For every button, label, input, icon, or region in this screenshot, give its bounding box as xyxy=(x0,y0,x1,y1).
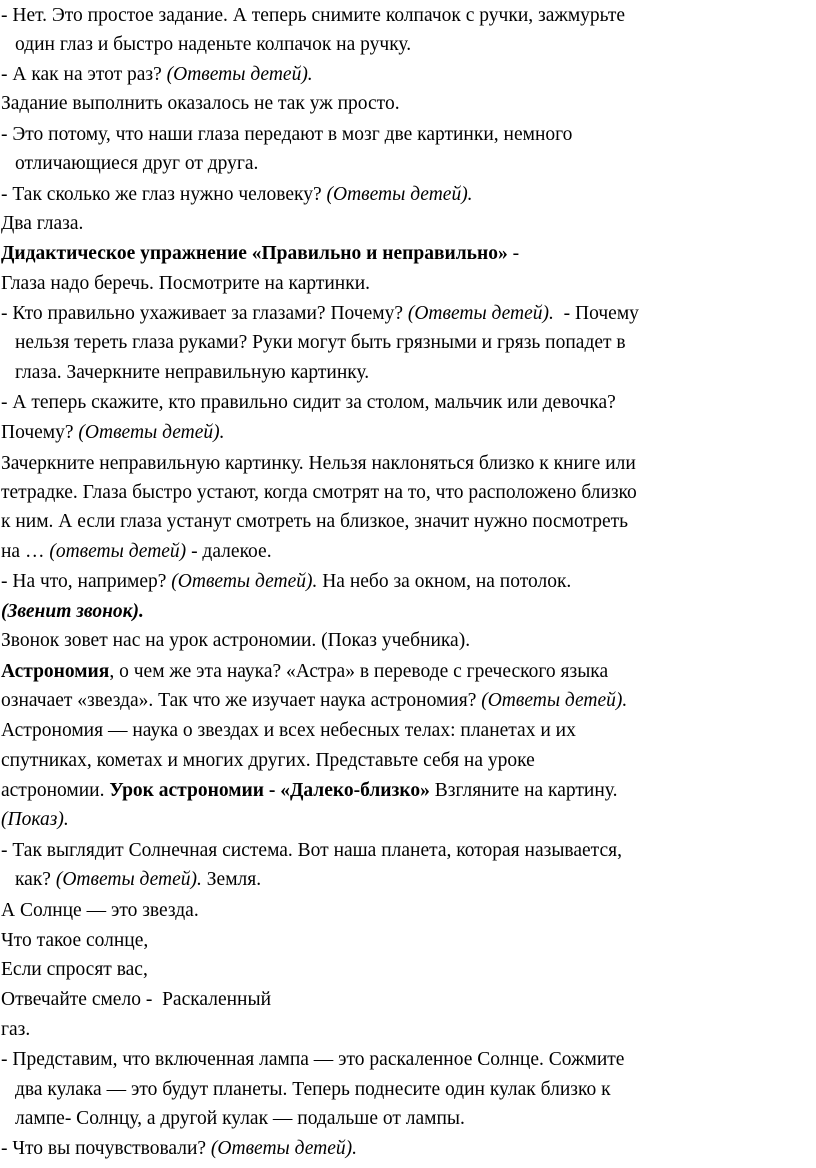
text-line: - Так сколько же глаз нужно человеку? (Ответы детей). xyxy=(1,184,473,205)
children-answers-note: (Ответы детей). xyxy=(210,1138,357,1159)
text-line: (Показ). xyxy=(1,809,69,830)
children-answers-note: (Ответы детей). xyxy=(166,64,313,85)
text-line: к ним. А если глаза устанут смотреть на близкое, значит нужно посмотреть xyxy=(1,511,629,532)
text-line: - На что, например? (Ответы детей). На небо за окном, на потолок. xyxy=(1,571,572,592)
text-line: - Что вы почувствовали? (Ответы детей). xyxy=(1,1138,357,1159)
text-line: как? (Ответы детей). Земля. xyxy=(15,869,262,890)
text-line: тетрадке. Глаза быстро устают, когда смотрят на то, что расположено близко xyxy=(1,482,637,503)
section-heading: Дидактическое упражнение «Правильно и неправильно» - xyxy=(1,243,520,264)
children-answers-note: (Ответы детей). xyxy=(171,571,318,592)
text-line: Звонок зовет нас на урок астрономии. (Показ учебника). xyxy=(1,630,471,651)
text-line: Астрономия — наука о звездах и всех небесных телах: планетах и их xyxy=(1,720,576,741)
text-line: один глаз и быстро наденьте колпачок на ручку. xyxy=(15,34,412,55)
text-line: Почему? (Ответы детей). xyxy=(1,422,225,443)
text-line: - Представим, что включенная лампа — это раскаленное Солнце. Сожмите xyxy=(1,1049,625,1070)
text-line: отличающиеся друг от друга. xyxy=(15,153,259,174)
text-line: Зачеркните неправильную картинку. Нельзя наклоняться близко к книге или xyxy=(1,453,636,474)
children-answers-note: (Ответы детей). xyxy=(326,184,473,205)
children-answers-note: (Ответы детей). xyxy=(78,422,225,443)
children-answers-note: (Ответы детей). xyxy=(481,690,628,711)
text-line: - А теперь скажите, кто правильно сидит за столом, мальчик или девочка? xyxy=(1,392,616,413)
children-answers-note: (ответы детей) xyxy=(49,541,187,562)
children-answers-note: (Ответы детей). xyxy=(55,869,202,890)
text-line: А Солнце — это звезда. xyxy=(1,900,199,921)
text-line: - Нет. Это простое задание. А теперь снимите колпачок с ручки, зажмурьте xyxy=(1,5,625,26)
text-line: спутниках, кометах и многих других. Представьте себя на уроке xyxy=(1,750,535,771)
text-line: - Кто правильно ухаживает за глазами? Почему? (Ответы детей). - Почему xyxy=(1,303,639,324)
poem-line: Если спросят вас, xyxy=(1,959,148,980)
text-line: Два глаза. xyxy=(1,213,84,234)
poem-line: Отвечайте смело - Раскаленный xyxy=(1,989,272,1010)
text-line: астрономии. Урок астрономии - «Далеко-близко» Взгляните на картину. xyxy=(1,780,618,801)
poem-line: Что такое солнце, xyxy=(1,930,149,951)
text-line: на … (ответы детей) - далекое. xyxy=(1,541,272,562)
text-line: глаза. Зачеркните неправильную картинку. xyxy=(15,362,370,383)
text-line: лампе- Солнцу, а другой кулак — подальше от лампы. xyxy=(15,1108,465,1129)
children-answers-note: (Ответы детей). xyxy=(407,303,554,324)
text-line: означает «звезда». Так что же изучает наука астрономия? (Ответы детей). xyxy=(1,690,628,711)
text-line: нельзя тереть глаза руками? Руки могут быть грязными и грязь попадет в xyxy=(15,332,626,353)
text-line: два кулака — это будут планеты. Теперь поднесите один кулак близко к xyxy=(15,1079,611,1100)
text-line: Задание выполнить оказалось не так уж просто. xyxy=(1,93,400,114)
text-line: - А как на этот раз? (Ответы детей). xyxy=(1,64,313,85)
text-line: - Так выглядит Солнечная система. Вот наша планета, которая называется, xyxy=(1,840,622,861)
stage-direction: (Звенит звонок). xyxy=(1,601,144,622)
text-line: - Это потому, что наши глаза передают в мозг две картинки, немного xyxy=(1,124,573,145)
text-line: Астрономия, о чем же эта наука? «Астра» в переводе с греческого языка xyxy=(1,661,609,682)
text-line: Глаза надо беречь. Посмотрите на картинки. xyxy=(1,273,371,294)
poem-line: газ. xyxy=(1,1019,31,1040)
